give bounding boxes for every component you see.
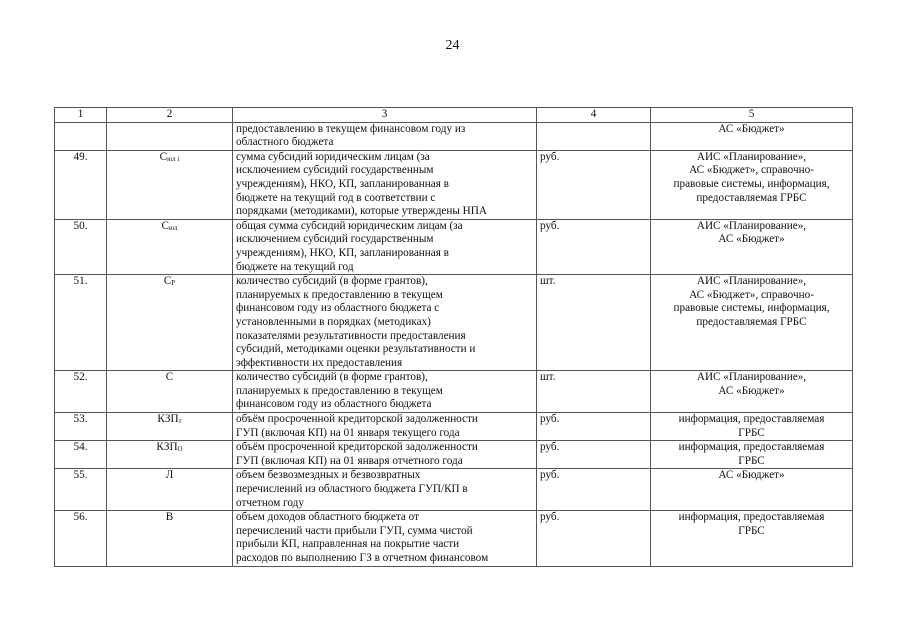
row-source [651, 469, 853, 511]
symbol-main: С [165, 371, 174, 384]
source-line: ГРБС [738, 524, 765, 537]
source-line: АС «Бюджет» [718, 233, 785, 246]
source-line: АИС «Планирование», [696, 275, 807, 288]
row-description [233, 275, 537, 371]
description-line: общая сумма субсидий юридическим лицам (за [236, 219, 463, 232]
row-number: 50. [55, 219, 107, 274]
header-cell-4: 4 [537, 108, 651, 123]
row-source [651, 413, 853, 441]
row-symbol [107, 371, 233, 413]
description-line: сумма субсидий юридическим лицам (за [236, 150, 430, 163]
source-line: АИС «Планирование», [696, 371, 807, 384]
description-line: установленными в порядках (методиках) [236, 315, 431, 328]
row-symbol [107, 413, 233, 441]
symbol-subscript: юл i [167, 154, 180, 163]
description-line: исключением субсидий государственным [236, 233, 434, 246]
description-line: предоставлению в текущем финансовом году из [236, 122, 466, 135]
header-cell-1: 1 [55, 108, 107, 123]
source-line: АС «Бюджет» [718, 384, 785, 397]
symbol-main: КЗП [156, 441, 178, 454]
symbol-main: Л [165, 469, 174, 482]
source-line: предоставляемая ГРБС [696, 315, 807, 328]
row-unit: руб. [537, 511, 651, 566]
row-number [55, 122, 107, 150]
table-row [55, 511, 853, 566]
description-line: учреждениям), НКО, КП, запланированная в [236, 246, 449, 259]
description-line: расходов по выполнению ГЗ в отчетном финансовом [236, 552, 489, 564]
row-source [651, 371, 853, 413]
row-description [233, 469, 537, 511]
row-description [233, 150, 537, 219]
row-description [233, 122, 537, 150]
description-line: ГУП (включая КП) на 01 января отчетного года [236, 454, 463, 467]
symbol-subscript: юл [168, 223, 178, 232]
row-number: 49. [55, 150, 107, 219]
source-line: АИС «Планирование», [696, 219, 807, 232]
table-row [55, 469, 853, 511]
table-row [55, 371, 853, 413]
row-source [651, 219, 853, 274]
symbol-main: С [163, 275, 172, 288]
row-symbol [107, 150, 233, 219]
description-line: субсидий, методиками оценки результативности и [236, 343, 476, 356]
row-source [651, 511, 853, 566]
description-line: исключением субсидий государственным [236, 164, 434, 177]
symbol-main: С [161, 219, 169, 232]
row-unit: руб. [537, 441, 651, 469]
table-body [55, 108, 853, 567]
row-number: 54. [55, 441, 107, 469]
description-line: бюджете на текущий год [236, 260, 354, 273]
header-cell-3: 3 [233, 108, 537, 123]
description-line: финансовом году из областного бюджета [236, 398, 432, 411]
row-unit: руб. [537, 413, 651, 441]
description-line: перечислений из областного бюджета ГУП/КП в [236, 483, 468, 496]
indicators-table [54, 107, 853, 567]
row-number: 53. [55, 413, 107, 441]
source-line: АС «Бюджет» [718, 122, 785, 135]
row-symbol [107, 511, 233, 566]
description-line: количество субсидий (в форме грантов), [236, 275, 428, 288]
source-line: АИС «Планирование», [696, 150, 807, 163]
row-description [233, 219, 537, 274]
source-line: ГРБС [738, 426, 765, 439]
symbol-subscript: т [178, 417, 182, 426]
description-line: объем доходов областного бюджета от [236, 511, 419, 524]
table-header-row [55, 108, 853, 123]
symbol-subscript: Р [171, 279, 176, 288]
description-line: областного бюджета [236, 136, 334, 149]
row-description [233, 371, 537, 413]
source-line: АС «Бюджет», справочно- [689, 288, 814, 301]
row-unit: шт. [537, 275, 651, 371]
table-row [55, 150, 853, 219]
page-number: 24 [445, 38, 460, 53]
description-line: ГУП (включая КП) на 01 января текущего года [236, 426, 460, 439]
row-symbol [107, 219, 233, 274]
row-number: 56. [55, 511, 107, 566]
description-line: порядками (методиками), которые утверждены НПА [236, 205, 487, 218]
description-line: учреждениям), НКО, КП, запланированная в [236, 177, 449, 190]
source-line: правовые системы, информация, [673, 302, 830, 315]
symbol-main: В [165, 511, 174, 524]
description-line: бюджете на текущий год в соответствии с [236, 191, 436, 204]
source-line: информация, предоставляемая [678, 413, 825, 426]
row-source [651, 150, 853, 219]
row-source [651, 275, 853, 371]
row-source [651, 441, 853, 469]
symbol-main: КЗП [157, 413, 179, 426]
row-description [233, 511, 537, 566]
header-cell-2: 2 [107, 108, 233, 123]
source-line: правовые системы, информация, [673, 177, 830, 190]
symbol-subscript: О [177, 445, 183, 454]
description-line: планируемых к предоставлению в текущем [236, 288, 443, 301]
row-unit [537, 122, 651, 150]
description-line: объем безвозмездных и безвозвратных [236, 469, 421, 482]
description-line: отчетном году [236, 496, 304, 509]
description-line: объём просроченной кредиторской задолженности [236, 413, 478, 426]
description-line: перечислений части прибыли ГУП, сумма чистой [236, 524, 473, 537]
row-symbol [107, 441, 233, 469]
header-cell-5: 5 [651, 108, 853, 123]
row-unit: шт. [537, 371, 651, 413]
table-row [55, 275, 853, 371]
row-symbol [107, 275, 233, 371]
row-description [233, 413, 537, 441]
table-row [55, 441, 853, 469]
source-line: информация, предоставляемая [678, 511, 825, 524]
description-line: объём просроченной кредиторской задолженности [236, 441, 478, 454]
source-line: информация, предоставляемая [678, 441, 825, 454]
row-number: 51. [55, 275, 107, 371]
row-unit: руб. [537, 469, 651, 511]
table-row [55, 219, 853, 274]
row-number: 52. [55, 371, 107, 413]
description-line: планируемых к предоставлению в текущем [236, 384, 443, 397]
description-line: эффективности их предоставления [236, 356, 403, 369]
source-line: предоставляемая ГРБС [696, 191, 807, 204]
table-row [55, 122, 853, 150]
description-line: количество субсидий (в форме грантов), [236, 371, 428, 384]
row-number: 55. [55, 469, 107, 511]
row-source [651, 122, 853, 150]
description-line: прибыли КП, направленная на покрытие части [236, 538, 460, 551]
source-line: АС «Бюджет», справочно- [689, 164, 814, 177]
row-unit: руб. [537, 219, 651, 274]
table-row [55, 413, 853, 441]
description-line: финансовом году из областного бюджета с [236, 302, 440, 315]
row-description [233, 441, 537, 469]
row-symbol [107, 122, 233, 150]
source-line: АС «Бюджет» [718, 469, 785, 482]
row-unit: руб. [537, 150, 651, 219]
source-line: ГРБС [738, 454, 765, 467]
row-symbol [107, 469, 233, 511]
symbol-main: С [159, 150, 168, 163]
description-line: показателями результативности предоставления [236, 329, 466, 342]
